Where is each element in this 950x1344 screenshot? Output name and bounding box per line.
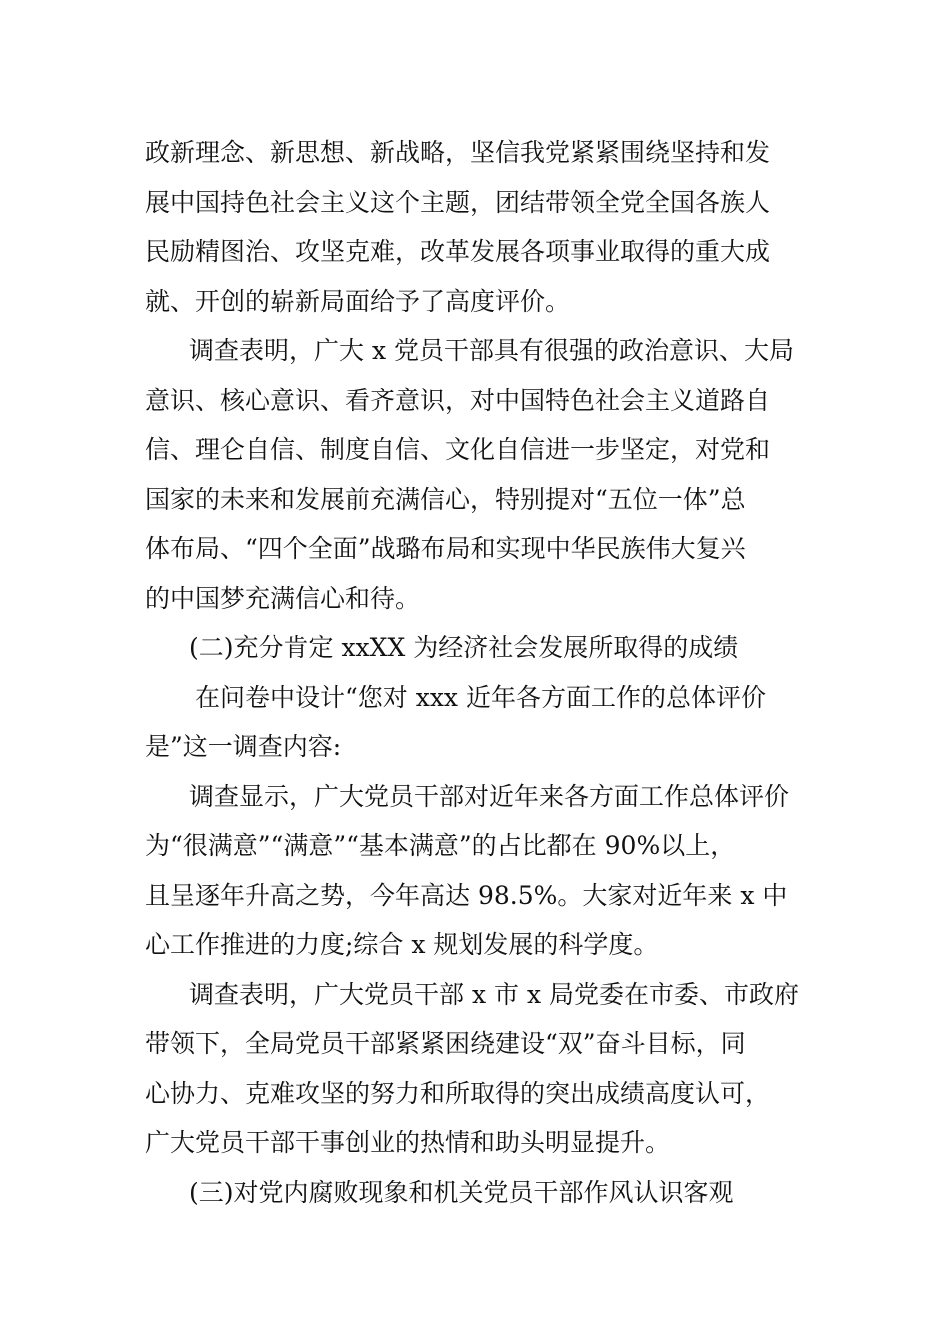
text-line: 体布局、“四个全面”战璐布局和实现中华民族伟大复兴 [145,534,746,563]
text-line: 政新理念、新思想、新战略，坚信我党紧紧围绕坚持和发 [145,138,771,167]
text-line: 展中国持色社会主义这个主题，团结带领全党全国各族人 [145,187,771,217]
paragraph-questionnaire-design [145,673,825,772]
text-line: 广大党员干部干事创业的热情和助头明显提升。 [145,1128,671,1157]
text-line: 且呈逐年升高之势，今年高达 98.5%。大家对近年来 x 中 [145,880,788,910]
paragraph-survey-political-awareness [145,326,825,623]
section-heading-three [145,1168,825,1218]
text-line: 就、开创的崭新局面给予了高度评价。 [145,286,571,316]
text-line: 民励精图治、攻坚克难，改革发展各项事业取得的重大成 [145,237,771,266]
section-heading: (三)对党内腐败现象和机关党员干部作风认识客观 [189,1177,734,1207]
text-line: 调查表明，广大 x 党员干部具有很强的政治意识、大局 [189,336,794,365]
paragraph-survey-satisfaction [145,772,825,970]
paragraph-survey-recognition [145,970,825,1168]
section-heading-two [145,623,825,673]
paragraph-evaluation-continued [145,128,825,326]
text-line: 是”这一调查内容: [145,732,342,761]
text-line: 心协力、克难攻坚的努力和所取得的突出成绩高度认可， [145,1078,771,1108]
document-body [145,128,825,1217]
text-line: 心工作推进的力度;综合 x 规划发展的科学度。 [145,930,659,959]
text-line: 的中国梦充满信心和待。 [145,583,421,613]
text-line: 信、理仑自信、制度自信、文化自信进一步坚定，对党和 [145,435,771,464]
text-line: 调查表明，广大党员干部 x 市 x 局党委在市委、市政府 [189,979,799,1009]
text-line: 意识、核心意识、看齐意识，对中国特色社会主义道路自 [145,385,771,415]
text-line: 国家的未来和发展前充满信心，特别提对“五位一体”总 [145,484,746,514]
text-line: 在问卷中设计“您对 xxx 近年各方面工作的总体评价 [195,682,766,712]
text-line: 带领下，全局党员干部紧紧困绕建设“双”奋斗目标，同 [145,1029,746,1058]
text-line: 为“很满意”“满意”“基本满意”的占比都在 90%以上， [145,831,736,860]
section-heading: (二)充分肯定 xxXX 为经济社会发展所取得的成绩 [189,633,739,662]
text-line: 调查显示，广大党员干部对近年来各方面工作总体评价 [189,781,790,811]
